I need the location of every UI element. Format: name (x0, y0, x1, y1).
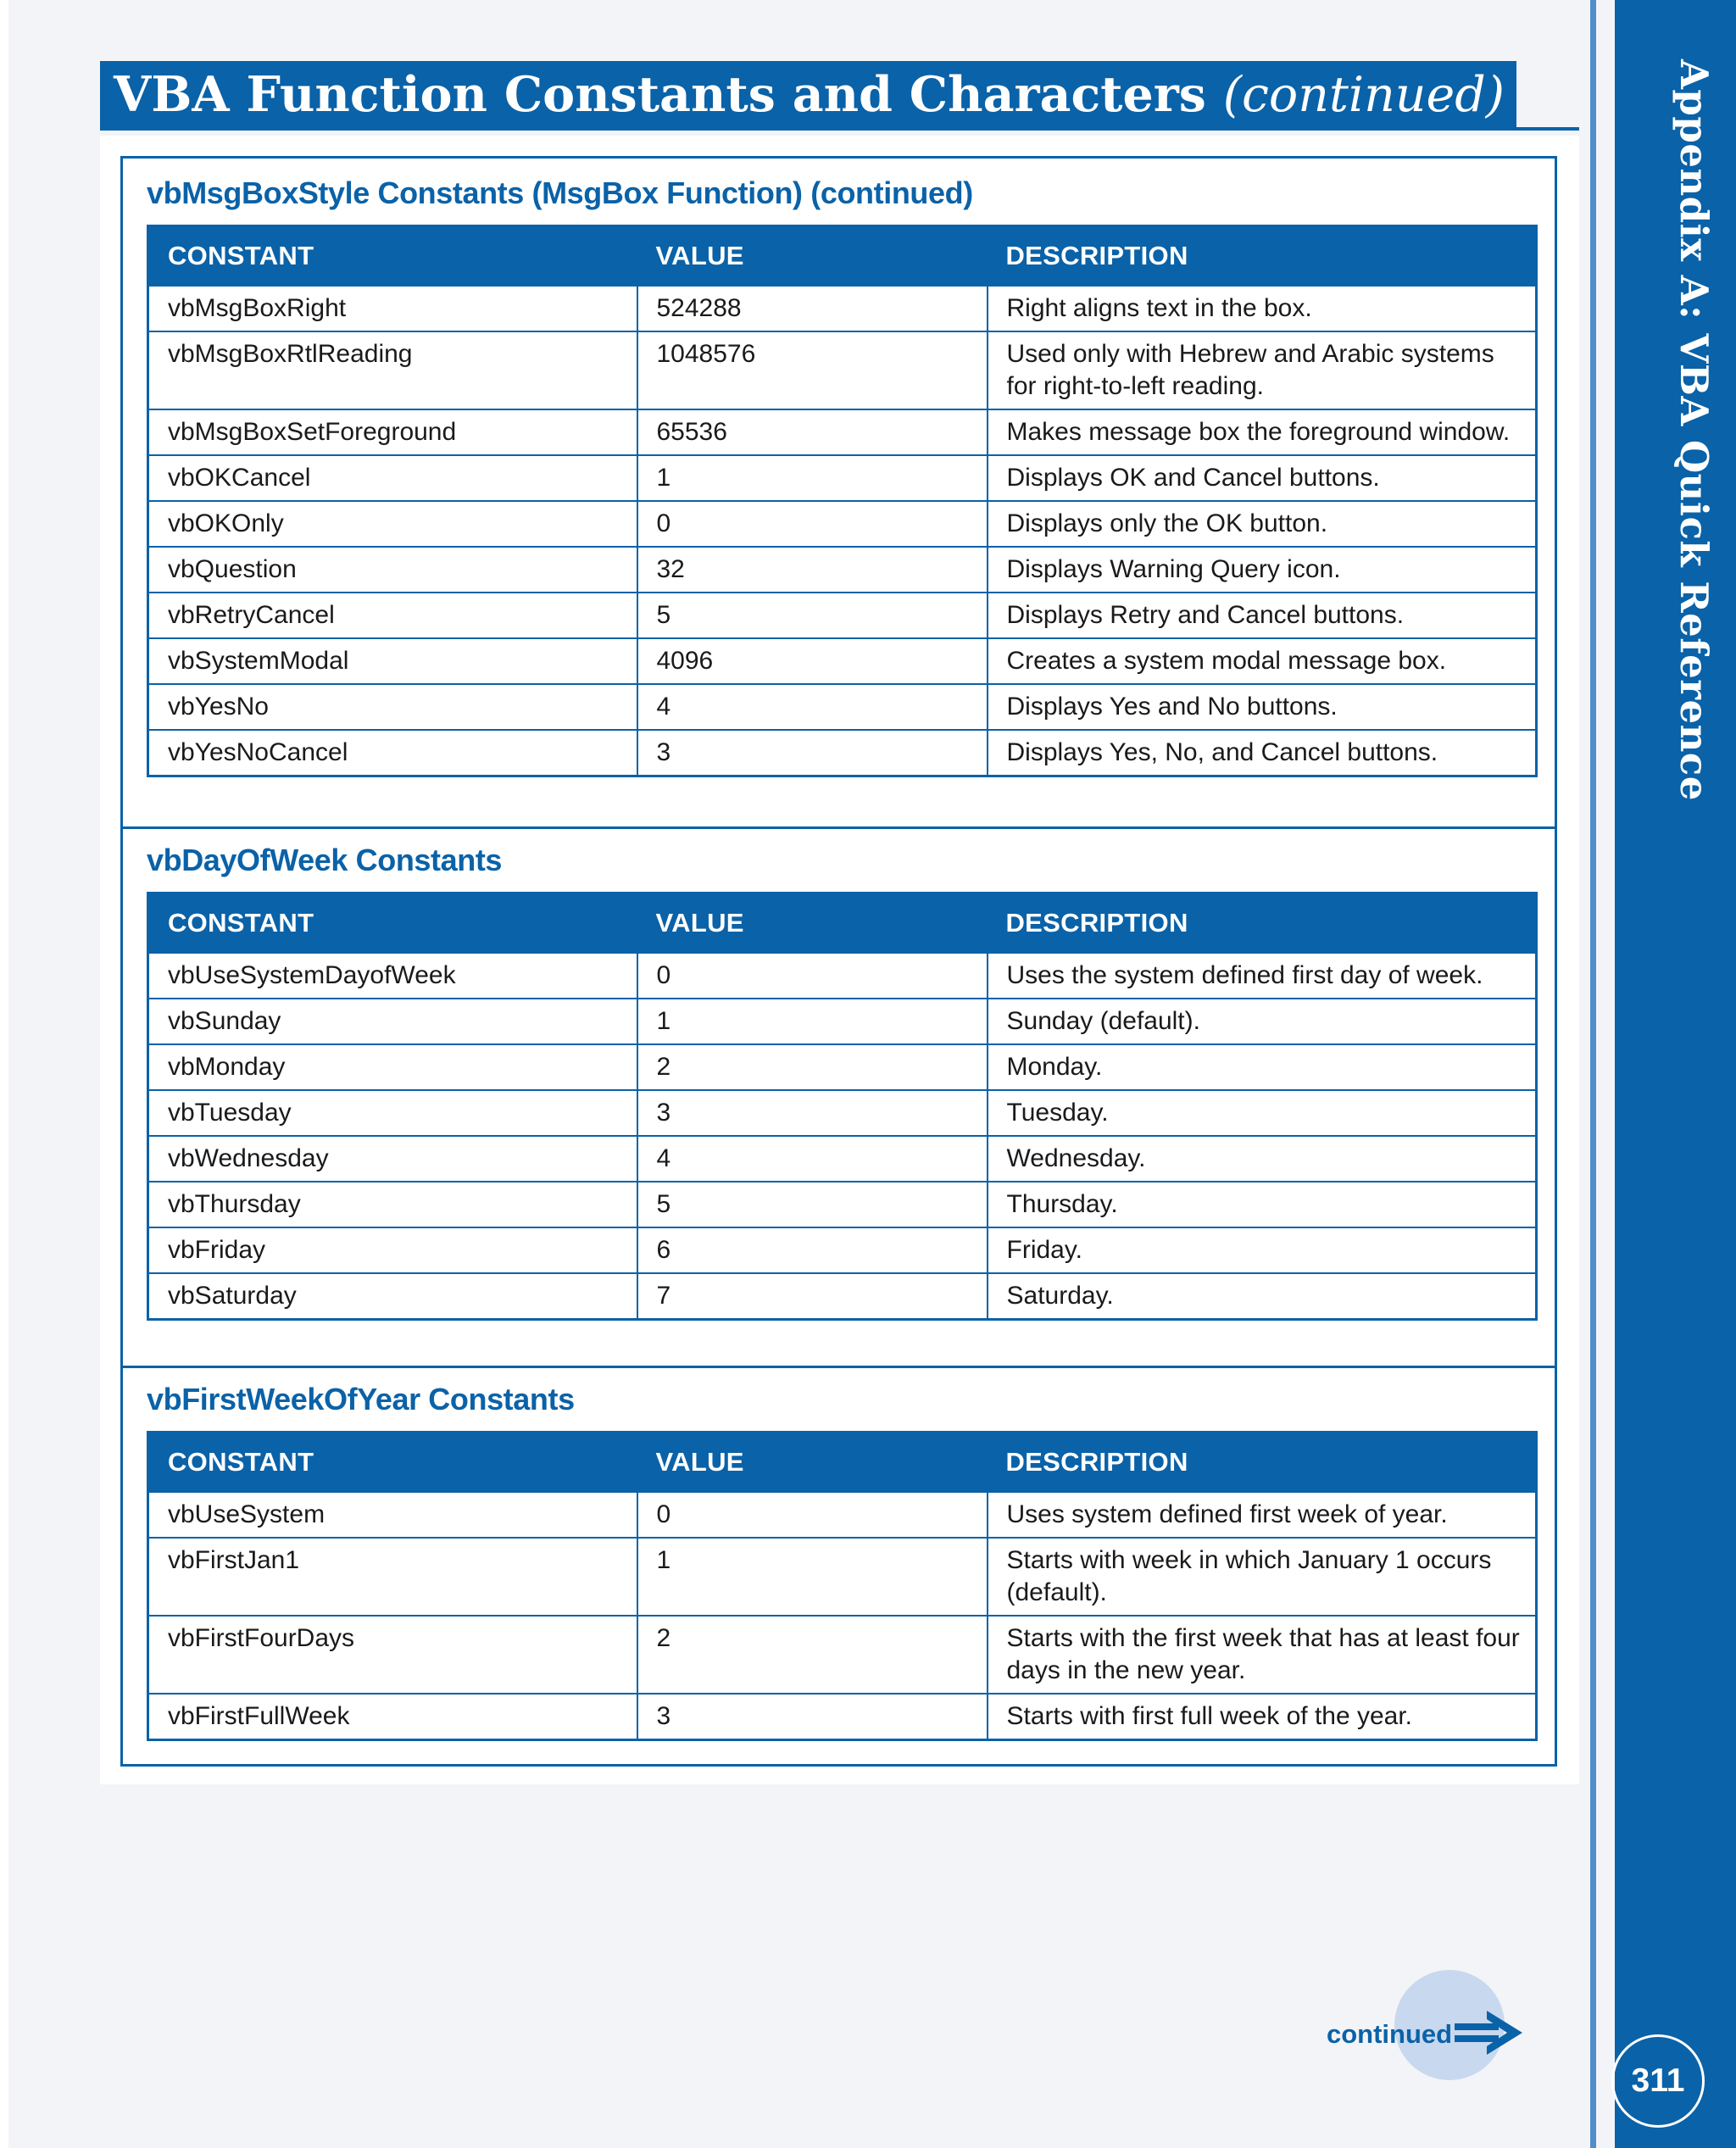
table-row (148, 1090, 1537, 1136)
constant-cell: vbSunday (148, 999, 637, 1044)
value-cell: 1 (637, 455, 988, 501)
table-row (148, 1182, 1537, 1227)
constant-cell: vbMonday (148, 1044, 637, 1090)
description-cell: Displays Yes, No, and Cancel buttons. (988, 730, 1537, 776)
description-cell: Starts with first full week of the year. (988, 1694, 1537, 1740)
constant-cell: vbMsgBoxRight (148, 286, 637, 331)
sidebar-chapter-label: Appendix A: VBA Quick Reference (1672, 59, 1717, 801)
table-row (148, 1227, 1537, 1273)
table-row (148, 684, 1537, 730)
constant-cell: vbMsgBoxRtlReading (148, 331, 637, 409)
table-row (148, 1492, 1537, 1538)
value-cell: 1048576 (637, 331, 988, 409)
value-cell: 3 (637, 730, 988, 776)
description-cell: Right aligns text in the box. (988, 286, 1537, 331)
description-cell: Sunday (default). (988, 999, 1537, 1044)
value-cell: 2 (637, 1044, 988, 1090)
table-header-row (148, 893, 1537, 954)
table-row (148, 547, 1537, 593)
constant-cell: vbSystemModal (148, 638, 637, 684)
value-cell: 5 (637, 593, 988, 638)
column-header-value: VALUE (637, 226, 988, 287)
description-cell: Displays Retry and Cancel buttons. (988, 593, 1537, 638)
dayofweek-table (147, 892, 1538, 1321)
column-header-value: VALUE (637, 1433, 988, 1493)
constant-cell: vbTuesday (148, 1090, 637, 1136)
constant-cell: vbOKCancel (148, 455, 637, 501)
value-cell: 7 (637, 1273, 988, 1320)
table-row (148, 455, 1537, 501)
table-header-row (148, 1433, 1537, 1493)
description-cell: Uses the system defined first day of week. (988, 953, 1537, 999)
title-underline (100, 127, 1579, 131)
column-header-description: DESCRIPTION (988, 226, 1537, 287)
arrow-right-icon (1455, 2009, 1524, 2056)
table-row (148, 286, 1537, 331)
value-cell: 1 (637, 1538, 988, 1616)
table-row (148, 999, 1537, 1044)
value-cell: 32 (637, 547, 988, 593)
column-header-description: DESCRIPTION (988, 893, 1537, 954)
table-row (148, 1273, 1537, 1320)
value-cell: 0 (637, 1492, 988, 1538)
value-cell: 5 (637, 1182, 988, 1227)
table-row (148, 409, 1537, 455)
table-row (148, 501, 1537, 547)
description-cell: Displays Yes and No buttons. (988, 684, 1537, 730)
value-cell: 1 (637, 999, 988, 1044)
table-row (148, 331, 1537, 409)
constant-cell: vbFirstFourDays (148, 1616, 637, 1694)
section-title-firstweekofyear: vbFirstWeekOfYear Constants (147, 1382, 575, 1416)
table-row (148, 1694, 1537, 1740)
constant-cell: vbMsgBoxSetForeground (148, 409, 637, 455)
section-divider (120, 826, 1557, 829)
description-cell: Creates a system modal message box. (988, 638, 1537, 684)
description-cell: Saturday. (988, 1273, 1537, 1320)
description-cell: Thursday. (988, 1182, 1537, 1227)
constant-cell: vbUseSystem (148, 1492, 637, 1538)
value-cell: 3 (637, 1090, 988, 1136)
table-row (148, 1538, 1537, 1616)
table-row (148, 953, 1537, 999)
page-title-main: VBA Function Constants and Characters (114, 66, 1206, 123)
column-header-constant: CONSTANT (148, 1433, 637, 1493)
value-cell: 3 (637, 1694, 988, 1740)
description-cell: Makes message box the foreground window. (988, 409, 1537, 455)
constant-cell: vbFriday (148, 1227, 637, 1273)
description-cell: Displays OK and Cancel buttons. (988, 455, 1537, 501)
column-header-constant: CONSTANT (148, 226, 637, 287)
value-cell: 2 (637, 1616, 988, 1694)
msgbox-style-table (147, 225, 1538, 777)
description-cell: Starts with the first week that has at least four days in the new year. (988, 1616, 1537, 1694)
constant-cell: vbFirstFullWeek (148, 1694, 637, 1740)
constant-cell: vbRetryCancel (148, 593, 637, 638)
constant-cell: vbSaturday (148, 1273, 637, 1320)
table-row (148, 1044, 1537, 1090)
constant-cell: vbOKOnly (148, 501, 637, 547)
page-title-continued: (continued) (1222, 67, 1505, 123)
description-cell: Wednesday. (988, 1136, 1537, 1182)
description-cell: Displays Warning Query icon. (988, 547, 1537, 593)
table-row (148, 1136, 1537, 1182)
constant-cell: vbFirstJan1 (148, 1538, 637, 1616)
section-divider (120, 1366, 1557, 1368)
sidebar-rule (1590, 0, 1596, 2148)
page-number: 311 (1611, 2034, 1705, 2128)
table-row (148, 593, 1537, 638)
section-title-msgbox: vbMsgBoxStyle Constants (MsgBox Function) (continued) (147, 175, 973, 210)
value-cell: 0 (637, 501, 988, 547)
description-cell: Monday. (988, 1044, 1537, 1090)
description-cell: Friday. (988, 1227, 1537, 1273)
value-cell: 6 (637, 1227, 988, 1273)
constant-cell: vbYesNo (148, 684, 637, 730)
continued-label: continued (1327, 2019, 1453, 2049)
table-row (148, 1616, 1537, 1694)
value-cell: 4 (637, 684, 988, 730)
description-cell: Displays only the OK button. (988, 501, 1537, 547)
value-cell: 0 (637, 953, 988, 999)
value-cell: 4096 (637, 638, 988, 684)
section-title-dayofweek: vbDayOfWeek Constants (147, 843, 503, 877)
description-cell: Tuesday. (988, 1090, 1537, 1136)
page-edge (0, 0, 8, 2148)
constant-cell: vbQuestion (148, 547, 637, 593)
value-cell: 65536 (637, 409, 988, 455)
table-row (148, 638, 1537, 684)
table-row (148, 730, 1537, 776)
value-cell: 524288 (637, 286, 988, 331)
description-cell: Starts with week in which January 1 occurs (default). (988, 1538, 1537, 1616)
constant-cell: vbThursday (148, 1182, 637, 1227)
page-title (100, 61, 1516, 129)
constant-cell: vbWednesday (148, 1136, 637, 1182)
description-cell: Used only with Hebrew and Arabic systems for right-to-left reading. (988, 331, 1537, 409)
column-header-value: VALUE (637, 893, 988, 954)
constant-cell: vbYesNoCancel (148, 730, 637, 776)
column-header-description: DESCRIPTION (988, 1433, 1537, 1493)
table-header-row (148, 226, 1537, 287)
description-cell: Uses system defined first week of year. (988, 1492, 1537, 1538)
firstweekofyear-table (147, 1431, 1538, 1741)
value-cell: 4 (637, 1136, 988, 1182)
constant-cell: vbUseSystemDayofWeek (148, 953, 637, 999)
column-header-constant: CONSTANT (148, 893, 637, 954)
